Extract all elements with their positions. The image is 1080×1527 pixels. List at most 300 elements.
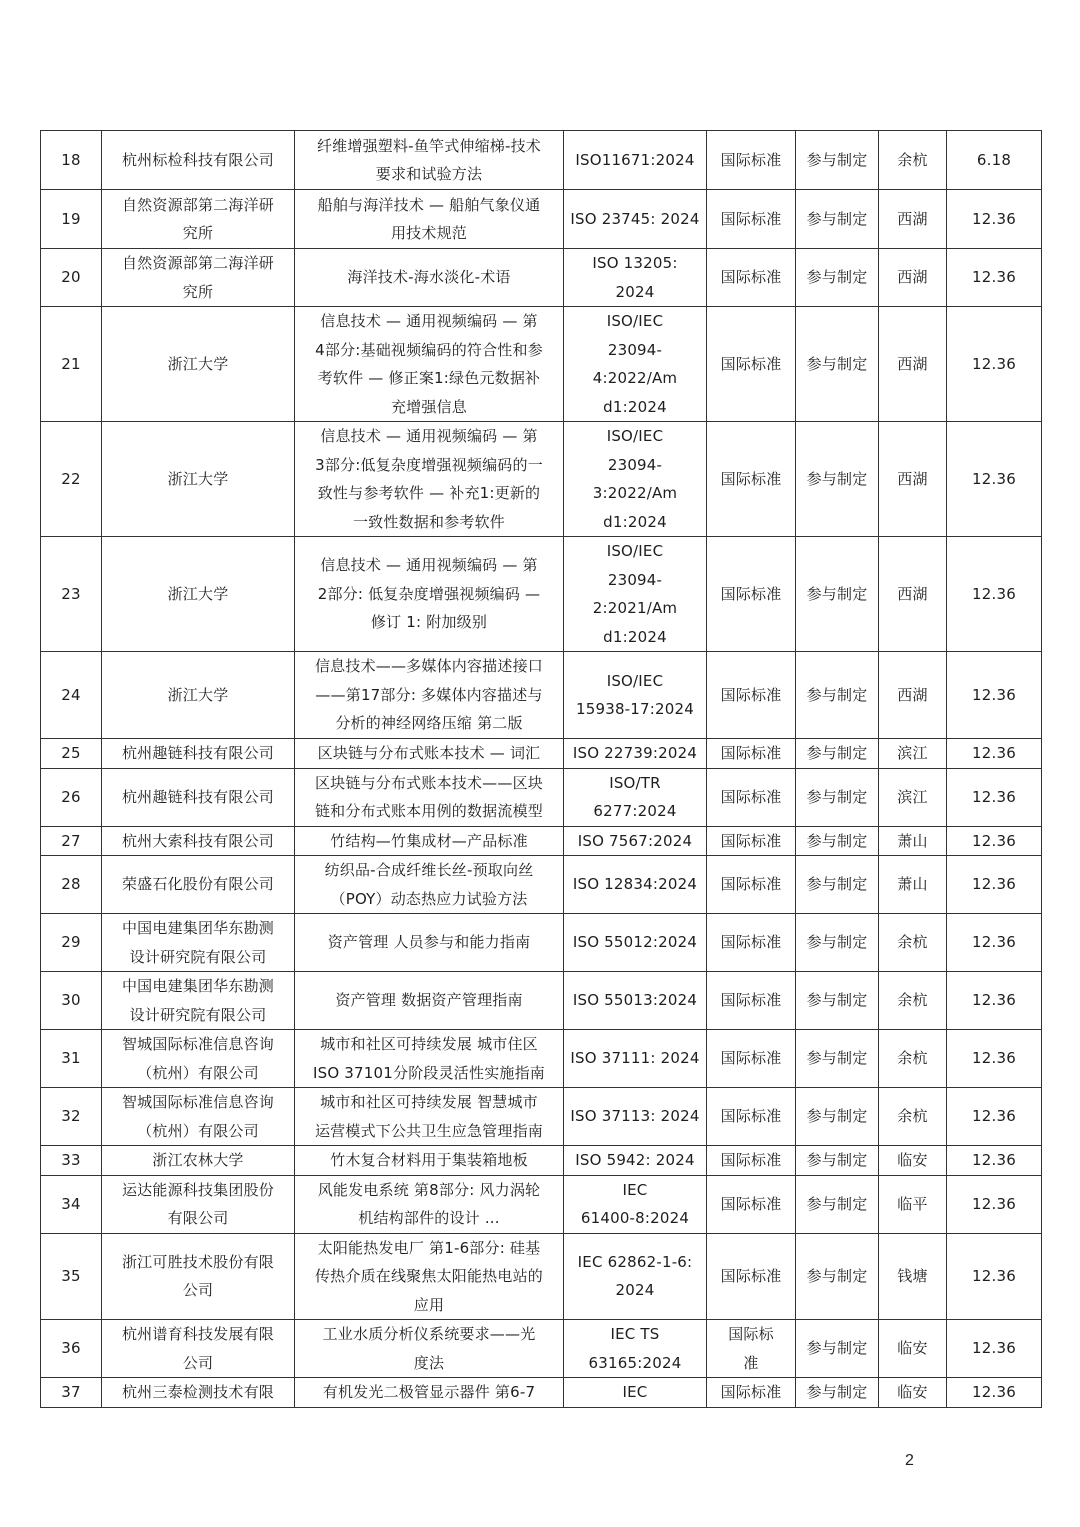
cell-organization bbox=[102, 826, 295, 856]
cell-organization bbox=[102, 1030, 295, 1088]
cell-standard-title-line: 应用 bbox=[413, 1295, 445, 1314]
table-row bbox=[41, 972, 1042, 1030]
cell-standard-code-line: ISO 5942: 2024 bbox=[575, 1151, 695, 1169]
table-row bbox=[41, 1146, 1042, 1176]
cell-district: 滨江 bbox=[879, 768, 947, 826]
cell-standard-title-line: 信息技术——多媒体内容描述接口 bbox=[314, 657, 543, 676]
cell-standard-code-line: 63165:2024 bbox=[588, 1353, 682, 1372]
cell-organization bbox=[102, 1320, 295, 1378]
cell-organization-line: 究所 bbox=[182, 224, 214, 242]
cell-standard-code bbox=[564, 1146, 707, 1176]
cell-standard-code bbox=[564, 914, 707, 972]
cell-standard-code-line: d1:2024 bbox=[603, 397, 667, 416]
cell-standard-title bbox=[295, 914, 564, 972]
cell-standard-title-line: 工业水质分析仪系统要求——光 bbox=[322, 1325, 536, 1343]
cell-organization bbox=[102, 1088, 295, 1146]
cell-number: 36 bbox=[41, 1320, 102, 1378]
cell-standard-code bbox=[564, 652, 707, 739]
cell-standard-title bbox=[295, 1175, 564, 1233]
cell-standard-code-line: 23094-3:2022/Am bbox=[592, 455, 678, 502]
cell-standard-type bbox=[707, 739, 796, 769]
cell-standard-type-line: 国际标准 bbox=[720, 831, 782, 850]
cell-standard-type-line: 国际标准 bbox=[720, 1383, 782, 1401]
cell-amount: 6.18 bbox=[947, 131, 1042, 190]
cell-district: 余杭 bbox=[879, 1030, 947, 1088]
cell-standard-type-line: 国际标准 bbox=[720, 150, 782, 169]
cell-amount: 12.36 bbox=[947, 1146, 1042, 1176]
cell-organization bbox=[102, 249, 295, 307]
cell-standard-code-line: ISO 7567:2024 bbox=[577, 831, 693, 850]
table-row bbox=[41, 307, 1042, 422]
cell-organization-line: 浙江大学 bbox=[167, 584, 229, 603]
cell-standard-code-line: d1:2024 bbox=[603, 512, 667, 531]
cell-organization bbox=[102, 1175, 295, 1233]
cell-standard-title bbox=[295, 972, 564, 1030]
cell-amount: 12.36 bbox=[947, 914, 1042, 972]
cell-standard-code-line: ISO 55013:2024 bbox=[572, 991, 698, 1010]
cell-standard-title bbox=[295, 190, 564, 249]
cell-participation: 参与制定 bbox=[796, 307, 879, 422]
cell-standard-code-line: IEC 62862-1-6: bbox=[577, 1252, 693, 1271]
table-row bbox=[41, 1175, 1042, 1233]
cell-standard-title bbox=[295, 249, 564, 307]
cell-standard-title bbox=[295, 131, 564, 190]
cell-standard-title-line: （POY）动态热应力试验方法 bbox=[330, 889, 528, 908]
cell-standard-title-line: 一致性数据和参考软件 bbox=[352, 512, 505, 531]
table-row bbox=[41, 856, 1042, 914]
cell-organization bbox=[102, 856, 295, 914]
cell-standard-type bbox=[707, 1233, 796, 1320]
cell-district: 滨江 bbox=[879, 739, 947, 769]
cell-standard-type-line: 国际标准 bbox=[720, 685, 782, 704]
cell-standard-type bbox=[707, 914, 796, 972]
cell-district: 余杭 bbox=[879, 131, 947, 190]
cell-standard-type-line: 国际标准 bbox=[720, 1194, 782, 1213]
table-row bbox=[41, 826, 1042, 856]
cell-standard-title bbox=[295, 768, 564, 826]
cell-participation: 参与制定 bbox=[796, 856, 879, 914]
cell-district: 萧山 bbox=[879, 856, 947, 914]
cell-number: 21 bbox=[41, 307, 102, 422]
cell-standard-title bbox=[295, 537, 564, 652]
cell-standard-code bbox=[564, 422, 707, 537]
cell-standard-code-line: ISO 12834:2024 bbox=[572, 875, 698, 894]
cell-participation: 参与制定 bbox=[796, 1030, 879, 1088]
cell-standard-title bbox=[295, 826, 564, 856]
cell-standard-type bbox=[707, 1320, 796, 1378]
table-row bbox=[41, 1030, 1042, 1088]
cell-amount: 12.36 bbox=[947, 1088, 1042, 1146]
cell-number: 28 bbox=[41, 856, 102, 914]
cell-amount: 12.36 bbox=[947, 537, 1042, 652]
cell-district: 余杭 bbox=[879, 1088, 947, 1146]
cell-standard-code-line: ISO 55012:2024 bbox=[572, 933, 698, 952]
cell-district: 临安 bbox=[879, 1320, 947, 1378]
cell-standard-code-line: ISO 23745: 2024 bbox=[570, 209, 700, 228]
cell-standard-code-line: 61400-8:2024 bbox=[580, 1209, 690, 1227]
cell-district: 西湖 bbox=[879, 537, 947, 652]
cell-standard-code bbox=[564, 1030, 707, 1088]
cell-standard-code bbox=[564, 1378, 707, 1408]
cell-district: 西湖 bbox=[879, 307, 947, 422]
cell-organization-line: 智城国际标准信息咨询 bbox=[121, 1093, 274, 1111]
cell-organization-line: 自然资源部第二海洋研 bbox=[121, 254, 274, 272]
cell-amount: 12.36 bbox=[947, 1175, 1042, 1233]
cell-organization-line: 公司 bbox=[182, 1281, 214, 1300]
cell-participation: 参与制定 bbox=[796, 739, 879, 769]
cell-amount: 12.36 bbox=[947, 1320, 1042, 1378]
cell-standard-title-line: 城市和社区可持续发展 智慧城市 bbox=[320, 1093, 538, 1111]
cell-organization bbox=[102, 739, 295, 769]
cell-number: 19 bbox=[41, 190, 102, 249]
cell-participation: 参与制定 bbox=[796, 1088, 879, 1146]
cell-standard-type-line: 国际标准 bbox=[720, 268, 782, 287]
cell-participation: 参与制定 bbox=[796, 422, 879, 537]
cell-standard-title bbox=[295, 652, 564, 739]
cell-standard-code-line: ISO 37111: 2024 bbox=[570, 1049, 700, 1068]
cell-organization-line: 究所 bbox=[182, 282, 214, 301]
cell-amount: 12.36 bbox=[947, 652, 1042, 739]
cell-standard-title-line: 2部分: 低复杂度增强视频编码 — bbox=[317, 584, 541, 603]
cell-standard-type-line: 国际标准 bbox=[720, 933, 782, 952]
cell-standard-title-line: 竹木复合材料用于集装箱地板 bbox=[330, 1151, 528, 1169]
table-row bbox=[41, 1233, 1042, 1320]
cell-standard-title-line: 竹结构—竹集成材—产品标准 bbox=[330, 831, 528, 850]
cell-number: 34 bbox=[41, 1175, 102, 1233]
cell-standard-type bbox=[707, 1175, 796, 1233]
cell-standard-type bbox=[707, 1088, 796, 1146]
cell-number: 25 bbox=[41, 739, 102, 769]
cell-standard-code bbox=[564, 1088, 707, 1146]
cell-standard-title bbox=[295, 739, 564, 769]
cell-standard-title-line: 区块链与分布式账本技术 — 词汇 bbox=[317, 744, 541, 762]
table-row bbox=[41, 249, 1042, 307]
cell-standard-title-line: ISO 37101分阶段灵活性实施指南 bbox=[312, 1063, 546, 1082]
cell-amount: 12.36 bbox=[947, 856, 1042, 914]
cell-district: 萧山 bbox=[879, 826, 947, 856]
cell-organization-line: 浙江大学 bbox=[167, 354, 229, 373]
cell-standard-code-line: ISO/IEC bbox=[606, 312, 664, 330]
cell-standard-type-line: 国际标准 bbox=[720, 1107, 782, 1126]
cell-standard-code-line: 15938-17:2024 bbox=[575, 700, 695, 718]
cell-standard-code bbox=[564, 739, 707, 769]
cell-amount: 12.36 bbox=[947, 972, 1042, 1030]
cell-standard-type bbox=[707, 537, 796, 652]
cell-amount: 12.36 bbox=[947, 1378, 1042, 1408]
cell-organization-line: 运达能源科技集团股份 bbox=[121, 1180, 274, 1199]
cell-organization-line: 杭州趣链科技有限公司 bbox=[121, 744, 274, 762]
cell-participation: 参与制定 bbox=[796, 972, 879, 1030]
table-row bbox=[41, 1320, 1042, 1378]
cell-organization-line: 杭州大索科技有限公司 bbox=[121, 831, 274, 850]
cell-standard-title bbox=[295, 1320, 564, 1378]
cell-standard-type bbox=[707, 307, 796, 422]
cell-standard-type-line: 国际标准 bbox=[720, 584, 782, 603]
cell-organization bbox=[102, 1378, 295, 1408]
cell-organization-line: 公司 bbox=[182, 1353, 214, 1372]
cell-district: 临平 bbox=[879, 1175, 947, 1233]
cell-organization-line: 浙江农林大学 bbox=[152, 1151, 244, 1169]
cell-standard-title-line: 风能发电系统 第8部分: 风力涡轮 bbox=[317, 1180, 541, 1199]
cell-standard-title bbox=[295, 1146, 564, 1176]
cell-standard-title-line: 分析的神经网络压缩 第二版 bbox=[335, 714, 523, 733]
cell-participation: 参与制定 bbox=[796, 1320, 879, 1378]
cell-standard-type-line: 国际标 bbox=[728, 1325, 774, 1343]
cell-standard-title-line: 传热介质在线聚焦太阳能热电站的 bbox=[314, 1267, 543, 1285]
page-number: 2 bbox=[905, 1452, 914, 1469]
table-row bbox=[41, 131, 1042, 190]
cell-standard-title-line: 海洋技术-海水淡化-术语 bbox=[347, 268, 511, 287]
cell-number: 23 bbox=[41, 537, 102, 652]
cell-amount: 12.36 bbox=[947, 1030, 1042, 1088]
cell-standard-title bbox=[295, 1030, 564, 1088]
cell-organization bbox=[102, 307, 295, 422]
cell-standard-title-line: 考软件 — 修正案1:绿色元数据补 bbox=[317, 369, 541, 387]
cell-organization-line: 杭州谱育科技发展有限 bbox=[121, 1325, 274, 1343]
cell-amount: 12.36 bbox=[947, 739, 1042, 769]
cell-standard-title-line: 船舶与海洋技术 — 船舶气象仪通 bbox=[317, 195, 541, 214]
cell-organization-line: 浙江可胜技术股份有限 bbox=[121, 1252, 274, 1271]
cell-number: 37 bbox=[41, 1378, 102, 1408]
cell-amount: 12.36 bbox=[947, 826, 1042, 856]
table-row bbox=[41, 1378, 1042, 1408]
cell-standard-type bbox=[707, 131, 796, 190]
cell-district: 临安 bbox=[879, 1146, 947, 1176]
cell-standard-code-line: 23094-4:2022/Am bbox=[592, 340, 678, 387]
cell-number: 22 bbox=[41, 422, 102, 537]
cell-district: 西湖 bbox=[879, 249, 947, 307]
cell-standard-title-line: 运营模式下公共卫生应急管理指南 bbox=[314, 1121, 543, 1140]
cell-number: 31 bbox=[41, 1030, 102, 1088]
cell-standard-title-line: 致性与参考软件 — 补充1:更新的 bbox=[317, 484, 541, 502]
cell-organization bbox=[102, 914, 295, 972]
cell-district: 西湖 bbox=[879, 190, 947, 249]
cell-participation: 参与制定 bbox=[796, 1378, 879, 1408]
cell-standard-title bbox=[295, 1233, 564, 1320]
cell-standard-code bbox=[564, 1320, 707, 1378]
cell-standard-type bbox=[707, 190, 796, 249]
cell-amount: 12.36 bbox=[947, 249, 1042, 307]
table-row bbox=[41, 652, 1042, 739]
cell-standard-type-line: 国际标准 bbox=[720, 744, 782, 762]
cell-organization bbox=[102, 1233, 295, 1320]
cell-standard-type bbox=[707, 249, 796, 307]
table-row bbox=[41, 914, 1042, 972]
standards-table bbox=[40, 130, 1042, 1408]
cell-standard-code-line: ISO11671:2024 bbox=[575, 150, 695, 169]
cell-participation: 参与制定 bbox=[796, 826, 879, 856]
cell-amount: 12.36 bbox=[947, 307, 1042, 422]
cell-standard-type-line: 国际标准 bbox=[720, 469, 782, 488]
cell-organization-line: （杭州）有限公司 bbox=[137, 1063, 259, 1082]
cell-participation: 参与制定 bbox=[796, 249, 879, 307]
cell-organization bbox=[102, 1146, 295, 1176]
cell-standard-code-line: IEC bbox=[622, 1383, 648, 1401]
cell-participation: 参与制定 bbox=[796, 1233, 879, 1320]
cell-number: 18 bbox=[41, 131, 102, 190]
cell-number: 33 bbox=[41, 1146, 102, 1176]
cell-standard-code-line: 2024 bbox=[615, 282, 655, 301]
cell-standard-title bbox=[295, 307, 564, 422]
cell-number: 35 bbox=[41, 1233, 102, 1320]
cell-number: 24 bbox=[41, 652, 102, 739]
cell-participation: 参与制定 bbox=[796, 768, 879, 826]
cell-district: 余杭 bbox=[879, 914, 947, 972]
table-row bbox=[41, 1088, 1042, 1146]
cell-organization-line: （杭州）有限公司 bbox=[137, 1121, 259, 1140]
cell-standard-title-line: 用技术规范 bbox=[390, 224, 467, 242]
cell-organization-line: 中国电建集团华东勘测 bbox=[121, 977, 274, 995]
cell-number: 32 bbox=[41, 1088, 102, 1146]
cell-standard-title-line: 机结构部件的设计 ... bbox=[358, 1209, 500, 1227]
cell-district: 西湖 bbox=[879, 652, 947, 739]
cell-standard-code bbox=[564, 1175, 707, 1233]
cell-standard-code-line: ISO 37113: 2024 bbox=[570, 1107, 700, 1126]
cell-district: 钱塘 bbox=[879, 1233, 947, 1320]
cell-participation: 参与制定 bbox=[796, 1146, 879, 1176]
cell-amount: 12.36 bbox=[947, 190, 1042, 249]
cell-standard-code-line: ISO 13205: bbox=[592, 254, 678, 272]
cell-organization bbox=[102, 972, 295, 1030]
cell-standard-code bbox=[564, 249, 707, 307]
cell-organization-line: 浙江大学 bbox=[167, 469, 229, 488]
cell-number: 20 bbox=[41, 249, 102, 307]
cell-organization-line: 浙江大学 bbox=[167, 685, 229, 704]
cell-standard-type bbox=[707, 1146, 796, 1176]
cell-standard-type-line: 国际标准 bbox=[720, 1151, 782, 1169]
cell-organization-line: 设计研究院有限公司 bbox=[129, 947, 267, 966]
table-row bbox=[41, 190, 1042, 249]
table-body bbox=[41, 131, 1042, 1408]
cell-amount: 12.36 bbox=[947, 422, 1042, 537]
cell-standard-type bbox=[707, 1030, 796, 1088]
cell-standard-title-line: 资产管理 人员参与和能力指南 bbox=[327, 933, 531, 952]
cell-participation: 参与制定 bbox=[796, 914, 879, 972]
cell-standard-type-line: 准 bbox=[743, 1353, 759, 1372]
cell-standard-title bbox=[295, 1378, 564, 1408]
cell-standard-type bbox=[707, 856, 796, 914]
cell-standard-code-line: ISO/IEC bbox=[606, 427, 664, 445]
cell-standard-title-line: 充增强信息 bbox=[390, 397, 467, 416]
cell-standard-type-line: 国际标准 bbox=[720, 1267, 782, 1285]
cell-standard-title-line: 区块链与分布式账本技术——区块 bbox=[314, 773, 543, 792]
table-row bbox=[41, 768, 1042, 826]
cell-district: 余杭 bbox=[879, 972, 947, 1030]
cell-participation: 参与制定 bbox=[796, 1175, 879, 1233]
cell-participation: 参与制定 bbox=[796, 190, 879, 249]
cell-organization-line: 有限公司 bbox=[167, 1209, 229, 1227]
cell-standard-title-line: 信息技术 — 通用视频编码 — 第 bbox=[320, 556, 538, 575]
cell-standard-title bbox=[295, 1088, 564, 1146]
cell-standard-title-line: 3部分:低复杂度增强视频编码的一 bbox=[315, 455, 543, 474]
cell-standard-code bbox=[564, 826, 707, 856]
table-row bbox=[41, 422, 1042, 537]
cell-organization-line: 杭州标检科技有限公司 bbox=[121, 150, 274, 169]
cell-standard-title-line: 纤维增强塑料-鱼竿式伸缩梯-技术 bbox=[316, 136, 542, 155]
cell-standard-code bbox=[564, 537, 707, 652]
cell-standard-title-line: 链和分布式账本用例的数据流模型 bbox=[314, 802, 543, 820]
cell-standard-type-line: 国际标准 bbox=[720, 354, 782, 373]
cell-standard-code bbox=[564, 131, 707, 190]
cell-organization-line: 智城国际标准信息咨询 bbox=[121, 1035, 274, 1053]
cell-number: 26 bbox=[41, 768, 102, 826]
cell-number: 29 bbox=[41, 914, 102, 972]
cell-standard-title bbox=[295, 856, 564, 914]
cell-standard-code bbox=[564, 1233, 707, 1320]
cell-standard-code-line: d1:2024 bbox=[603, 627, 667, 646]
cell-organization-line: 自然资源部第二海洋研 bbox=[121, 195, 274, 214]
cell-standard-code-line: ISO/IEC bbox=[606, 542, 664, 560]
table-row bbox=[41, 739, 1042, 769]
cell-standard-code bbox=[564, 856, 707, 914]
cell-standard-title-line: ——第17部分: 多媒体内容描述与 bbox=[315, 685, 543, 704]
cell-number: 27 bbox=[41, 826, 102, 856]
cell-standard-type bbox=[707, 826, 796, 856]
cell-standard-type bbox=[707, 768, 796, 826]
cell-standard-type-line: 国际标准 bbox=[720, 991, 782, 1010]
cell-standard-code-line: ISO/IEC bbox=[606, 671, 664, 690]
cell-participation: 参与制定 bbox=[796, 131, 879, 190]
cell-standard-code-line: ISO 22739:2024 bbox=[572, 744, 698, 762]
cell-standard-title-line: 要求和试验方法 bbox=[375, 165, 483, 183]
cell-organization-line: 杭州趣链科技有限公司 bbox=[121, 787, 274, 806]
cell-standard-type-line: 国际标准 bbox=[720, 875, 782, 894]
cell-standard-type bbox=[707, 422, 796, 537]
cell-standard-title-line: 度法 bbox=[413, 1353, 445, 1372]
cell-standard-type-line: 国际标准 bbox=[720, 1049, 782, 1068]
cell-organization bbox=[102, 537, 295, 652]
cell-standard-code bbox=[564, 190, 707, 249]
cell-standard-code-line: 2024 bbox=[615, 1281, 655, 1300]
standards-table-wrapper bbox=[40, 130, 1041, 1408]
cell-organization-line: 中国电建集团华东勘测 bbox=[121, 919, 274, 937]
cell-standard-title bbox=[295, 422, 564, 537]
cell-organization bbox=[102, 768, 295, 826]
cell-standard-type-line: 国际标准 bbox=[720, 787, 782, 806]
cell-standard-type bbox=[707, 652, 796, 739]
cell-amount: 12.36 bbox=[947, 768, 1042, 826]
cell-district: 西湖 bbox=[879, 422, 947, 537]
cell-standard-title-line: 有机发光二极管显示器件 第6-7 bbox=[322, 1383, 536, 1401]
cell-organization bbox=[102, 422, 295, 537]
cell-organization bbox=[102, 190, 295, 249]
cell-standard-type bbox=[707, 1378, 796, 1408]
cell-standard-type bbox=[707, 972, 796, 1030]
cell-standard-code-line: 23094-2:2021/Am bbox=[592, 570, 678, 617]
cell-standard-code-line: ISO/TR 6277:2024 bbox=[593, 773, 677, 820]
cell-standard-type-line: 国际标准 bbox=[720, 209, 782, 228]
cell-standard-title-line: 4部分:基础视频编码的符合性和参 bbox=[315, 340, 543, 359]
cell-standard-code bbox=[564, 307, 707, 422]
cell-standard-title-line: 信息技术 — 通用视频编码 — 第 bbox=[320, 312, 538, 330]
cell-standard-code-line: IEC TS bbox=[610, 1325, 660, 1343]
cell-organization-line: 设计研究院有限公司 bbox=[129, 1005, 267, 1024]
cell-amount: 12.36 bbox=[947, 1233, 1042, 1320]
cell-organization bbox=[102, 652, 295, 739]
cell-organization-line: 荣盛石化股份有限公司 bbox=[121, 875, 274, 894]
cell-participation: 参与制定 bbox=[796, 537, 879, 652]
cell-standard-title-line: 太阳能热发电厂 第1-6部分: 硅基 bbox=[317, 1238, 541, 1257]
cell-district: 临安 bbox=[879, 1378, 947, 1408]
cell-organization-line: 杭州三泰检测技术有限 bbox=[121, 1383, 274, 1401]
cell-standard-code-line: IEC bbox=[622, 1180, 648, 1199]
cell-standard-code bbox=[564, 768, 707, 826]
cell-participation: 参与制定 bbox=[796, 652, 879, 739]
cell-standard-title-line: 修订 1: 附加级别 bbox=[370, 613, 488, 632]
table-row bbox=[41, 537, 1042, 652]
cell-organization bbox=[102, 131, 295, 190]
cell-standard-title-line: 纺织品-合成纤维长丝-预取向丝 bbox=[324, 861, 534, 879]
